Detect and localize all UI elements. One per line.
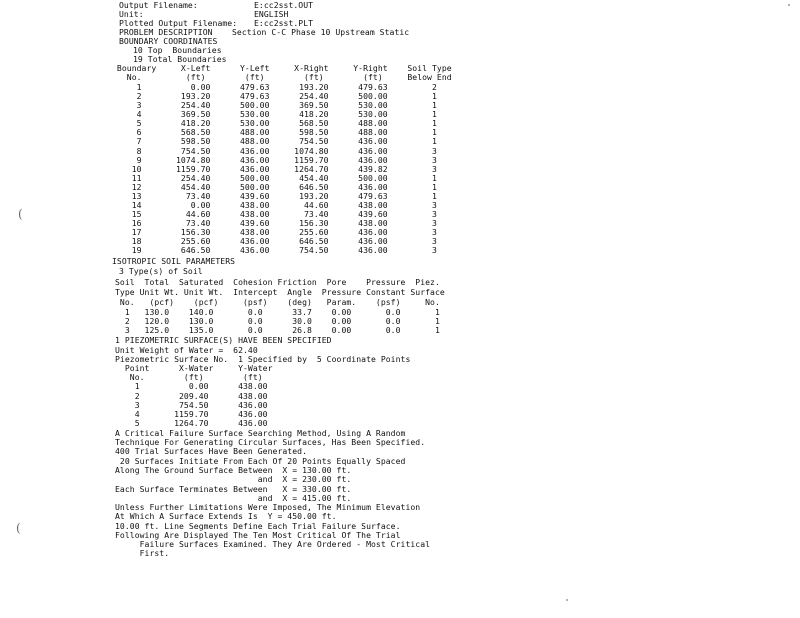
binder-hole-mark-bottom: ( [16,521,21,535]
paragraph-line: Along The Ground Surface Between X = 130.00 ft. [115,465,352,475]
table-row: 8 754.50 436.00 1074.80 436.00 3 [112,146,437,156]
table-row: 1 130.0 140.0 0.0 33.7 0.00 0.0 1 [115,307,440,317]
piezo-table-header-1: Point X-Water Y-Water [115,363,273,373]
paragraph-line: and X = 230.00 ft. [115,474,352,484]
soil-table-header-2: Type Unit Wt. Unit Wt. Intercept Angle Pressure Constant Surface [115,287,445,297]
scan-speck [566,599,568,601]
soil-parameters-title: ISOTROPIC SOIL PARAMETERS [112,256,236,266]
paragraph-line: 20 Surfaces Initiate From Each Of 20 Points Equally Spaced [115,456,406,466]
table-row: 2 193.20 479.63 254.40 500.00 1 [112,91,437,101]
table-row: 1 0.00 479.63 193.20 479.63 2 [112,82,437,92]
table-row: 1 0.00 438.00 [115,381,268,391]
table-row: 4 1159.70 436.00 [115,409,268,419]
soil-table-header-1: Soil Total Saturated Cohesion Friction Pore Pressure Piez. [115,277,440,287]
unit-value: ENGLISH [254,9,289,19]
output-filename-value: E:cc2sst.OUT [254,0,314,10]
table-row: 19 646.50 436.00 754.50 436.00 3 [112,245,437,255]
unit-label: Unit: [119,9,144,19]
boundary-table-header-2: No. (ft) (ft) (ft) (ft) Below End [112,72,452,82]
boundary-title: BOUNDARY COORDINATES [119,36,218,46]
table-row: 18 255.60 436.00 646.50 436.00 3 [112,236,437,246]
problem-description-value: Section C-C Phase 10 Upstream Static [232,27,410,37]
paragraph-line: First. [115,548,170,558]
table-row: 3 754.50 436.00 [115,400,268,410]
table-row: 3 254.40 500.00 369.50 530.00 1 [112,100,437,110]
table-row: 14 0.00 438.00 44.60 438.00 3 [112,200,437,210]
paragraph-line: A Critical Failure Surface Searching Method, Using A Random [115,428,406,438]
table-row: 11 254.40 500.00 454.40 500.00 1 [112,173,437,183]
boundary-table-header-1: Boundary X-Left Y-Left X-Right Y-Right Soil Type [112,63,452,73]
table-row: 5 1264.70 436.00 [115,418,268,428]
unit-weight-of-water: Unit Weight of Water = 62.40 [115,345,258,355]
table-row: 2 120.0 130.0 0.0 30.0 0.00 0.0 1 [115,316,440,326]
paragraph-line: At Which A Surface Extends Is Y = 450.00 ft. [115,511,337,521]
paragraph-line: 400 Trial Surfaces Have Been Generated. [115,446,307,456]
table-row: 15 44.60 438.00 73.40 439.60 3 [112,209,437,219]
table-row: 17 156.30 438.00 255.60 436.00 3 [112,227,437,237]
scan-speck [788,4,790,6]
piezometric-surface-line: Piezometric Surface No. 1 Specified by 5 Coordinate Points [115,354,411,364]
table-row: 12 454.40 500.00 646.50 436.00 1 [112,182,437,192]
paragraph-line: Following Are Displayed The Ten Most Critical Of The Trial [115,530,401,540]
paragraph-line: and X = 415.00 ft. [115,493,352,503]
table-row: 9 1074.80 436.00 1159.70 436.00 3 [112,155,437,165]
table-row: 2 209.40 438.00 [115,391,268,401]
table-row: 7 598.50 488.00 754.50 436.00 1 [112,136,437,146]
paragraph-line: Unless Further Limitations Were Imposed, The Minimum Elevation [115,502,421,512]
table-row: 6 568.50 488.00 598.50 488.00 1 [112,127,437,137]
plotted-filename-value: E:cc2sst.PLT [254,18,314,28]
boundary-total-count: 19 Total Boundaries [133,54,227,64]
soil-table-header-3: No. (pcf) (pcf) (psf) (deg) Param. (psf) No. [115,297,440,307]
piezometric-title: 1 PIEZOMETRIC SURFACE(S) HAVE BEEN SPECIFIED [115,335,332,345]
binder-hole-mark-top: ( [18,207,23,221]
boundary-top-count: 10 Top Boundaries [133,45,222,55]
table-row: 16 73.40 439.60 156.30 438.00 3 [112,218,437,228]
problem-description-label: PROBLEM DESCRIPTION [119,27,213,37]
table-row: 13 73.40 439.60 193.20 479.63 1 [112,191,437,201]
paragraph-line: 10.00 ft. Line Segments Define Each Trial Failure Surface. [115,521,401,531]
table-row: 3 125.0 135.0 0.0 26.8 0.00 0.0 1 [115,325,440,335]
plotted-filename-label: Plotted Output Filename: [119,18,238,28]
paragraph-line: Technique For Generating Circular Surfaces, Has Been Specified. [115,437,426,447]
piezo-table-header-2: No. (ft) (ft) [115,372,263,382]
table-row: 10 1159.70 436.00 1264.70 439.82 3 [112,164,437,174]
output-filename-label: Output Filename: [119,0,198,10]
table-row: 4 369.50 530.00 418.20 530.00 1 [112,109,437,119]
paragraph-line: Each Surface Terminates Between X = 330.00 ft. [115,484,352,494]
paragraph-line: Failure Surfaces Examined. They Are Ordered - Most Critical [115,539,431,549]
table-row: 5 418.20 530.00 568.50 488.00 1 [112,118,437,128]
soil-type-count: 3 Type(s) of Soil [119,266,203,276]
